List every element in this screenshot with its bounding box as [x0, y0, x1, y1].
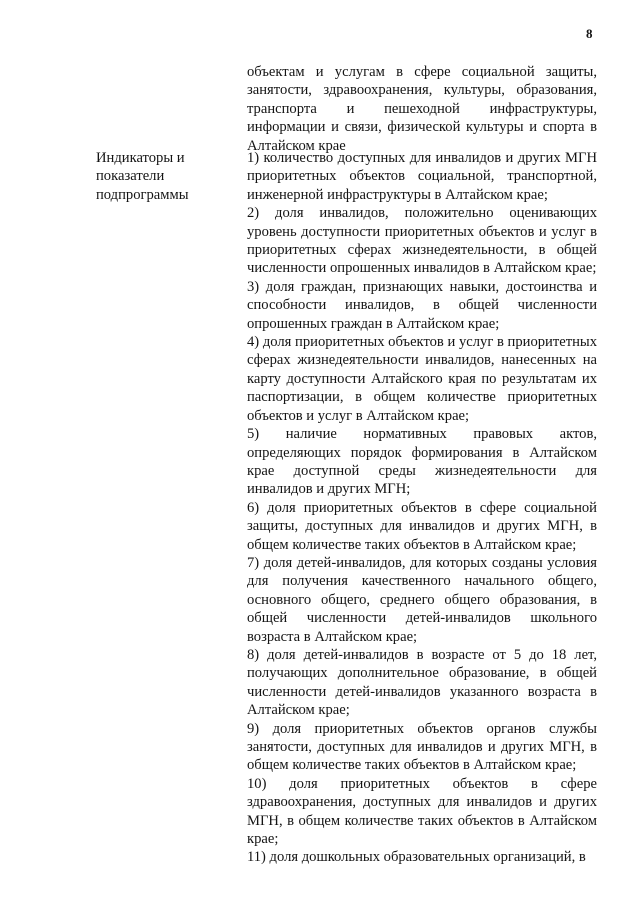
indicator-item: 8) доля детей-инвалидов в возрасте от 5 до 18 лет, получающих дополнительное образование, в общей численности детей-инвалидов указанного возраста в Алтайском крае;	[247, 646, 597, 719]
indicators-label: Индикаторы и показатели подпрограммы	[96, 150, 189, 203]
indicators-list	[247, 149, 597, 867]
indicator-item: 5) наличие нормативных правовых актов, определяющих порядок формирования в Алтайском крае доступной среды жизнедеятельности для инвалидов и других МГН;	[247, 426, 597, 498]
indicator-item: 10) доля приоритетных объектов в сфере здравоохранения, доступных для инвалидов и других МГН, в общем количестве таких объектов в Алтайском крае;	[247, 775, 597, 848]
intro-paragraph: объектам и услугам в сфере социальной защиты, занятости, здравоохранения, культуры, образования, транспорта и пешеходной инфраструктуры, информации и связи, физической культуры и спорта в Алтайском крае	[247, 64, 597, 154]
indicator-item: 3) доля граждан, признающих навыки, достоинства и способности инвалидов, в общей численности опрошенных граждан в Алтайском крае;	[247, 278, 597, 332]
indicator-item: 4) доля приоритетных объектов и услуг в приоритетных сферах жизнедеятельности инвалидов, нанесенных на карту доступности Алтайского края по результатам их паспортизации, в общем количестве приоритетных объектов и услуг в Алтайском крае;	[247, 334, 597, 424]
indicator-item: 6) доля приоритетных объектов в сфере социальной защиты, доступных для инвалидов и других МГН, в общем количестве таких объектов в Алтайском крае;	[247, 499, 597, 553]
indicator-item: 1) количество доступных для инвалидов и других МГН приоритетных объектов социальной, транспортной, инженерной инфраструктуры в Алтайском крае;	[247, 150, 597, 203]
indicator-item: 11) доля дошкольных образовательных организаций, в	[247, 849, 586, 866]
indicator-item: 2) доля инвалидов, положительно оценивающих уровень доступности приоритетных объектов и услуг в приоритетных сферах жизнедеятельности, в общей численности опрошенных инвалидов в Алтайском крае;	[247, 205, 597, 277]
indicator-item: 9) доля приоритетных объектов органов службы занятости, доступных для инвалидов и других МГН, в общем количестве таких объектов в Алтайском крае;	[247, 720, 597, 774]
indicator-item: 7) доля детей-инвалидов, для которых созданы условия для получения качественного начального общего, основного общего, среднего общего образования, в общей численности детей-инвалидов школьного возраста в Алтайском крае;	[247, 554, 597, 645]
page-number: 8	[586, 26, 593, 41]
